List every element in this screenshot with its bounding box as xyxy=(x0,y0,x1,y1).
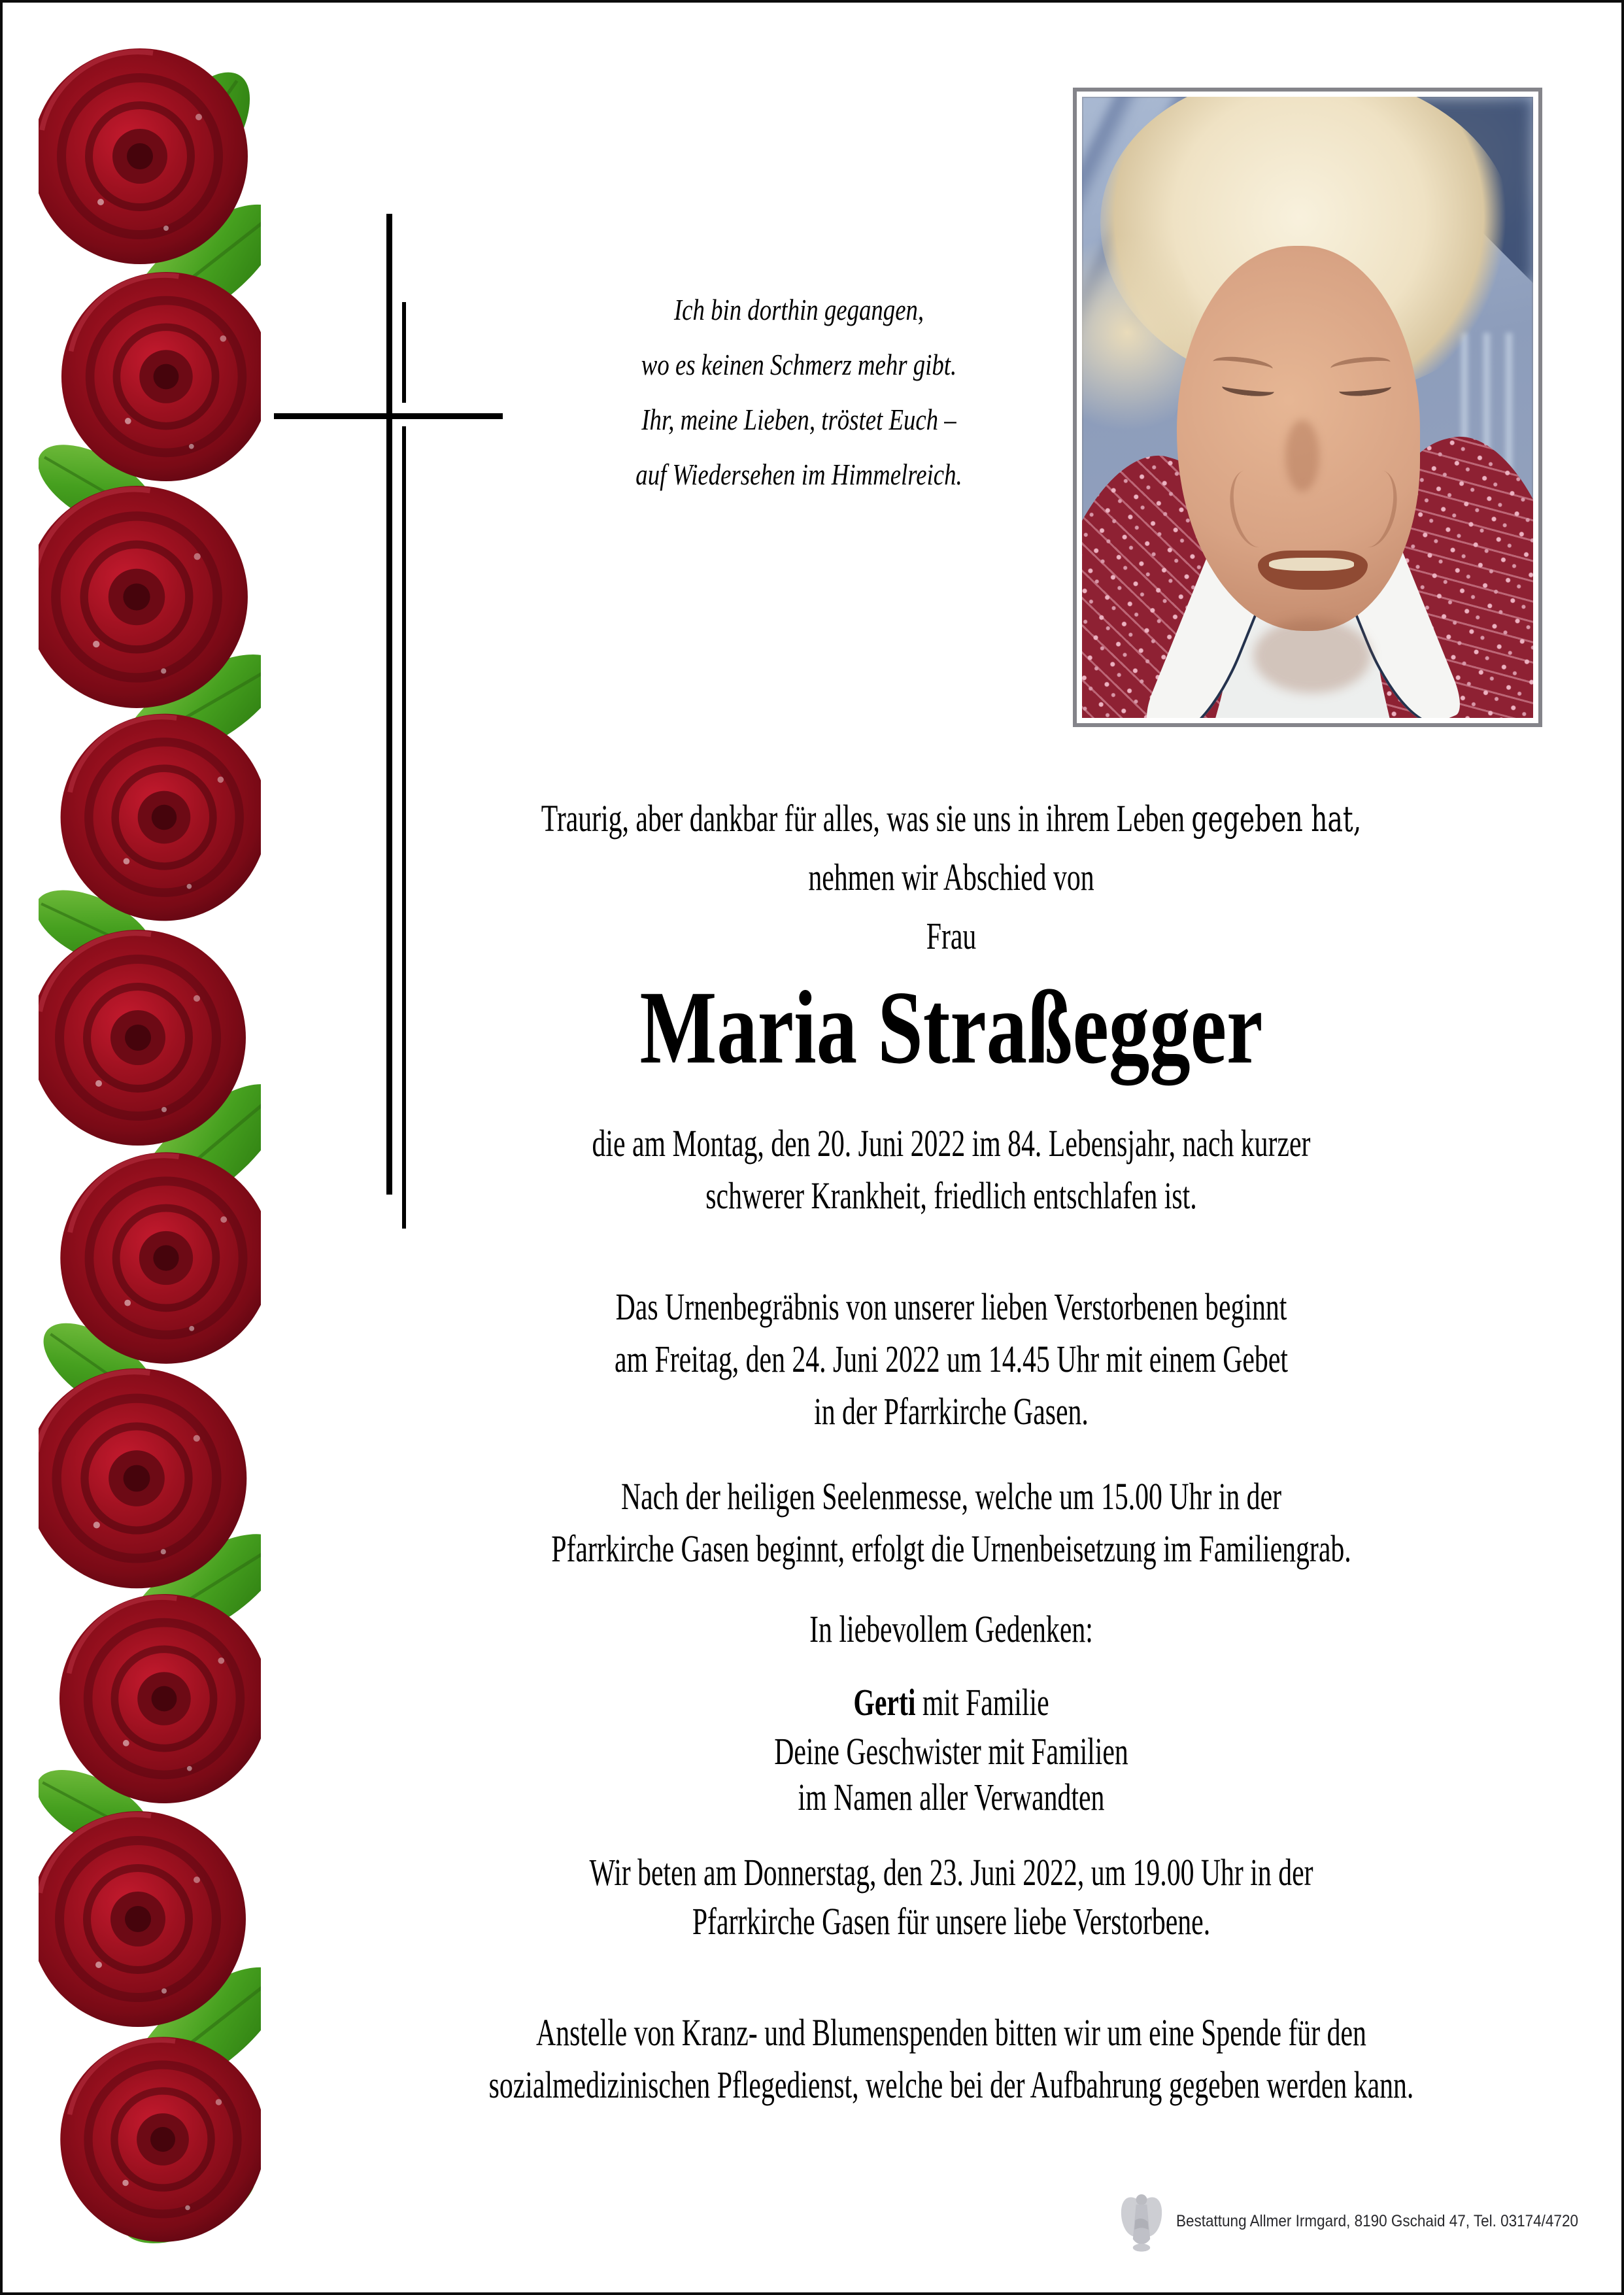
prayer-line-2: Pfarrkirche Gasen für unsere liebe Verstorbene. xyxy=(692,1900,1211,1943)
prayer-line-1: Wir beten am Donnerstag, den 23. Juni 2022, um 19.00 Uhr in der xyxy=(589,1851,1313,1894)
poem-line: auf Wiedersehen im Himmelreich. xyxy=(635,458,962,491)
intro-line-1 xyxy=(471,797,1432,840)
death-line-1: die am Montag, den 20. Juni 2022 im 84. Lebensjahr, nach kurzer xyxy=(592,1122,1311,1164)
cross-thin-vertical-bottom xyxy=(402,426,406,1229)
cross-vertical-bar xyxy=(386,214,392,1195)
poem-line: wo es keinen Schmerz mehr gibt. xyxy=(641,348,957,381)
funeral-home-credit: Bestattung Allmer Irmgard, 8190 Gschaid 47, Tel. 03174/4720 xyxy=(1176,2212,1578,2230)
intro-line-1-suffix: gegeben hat, xyxy=(1191,798,1362,840)
remembrance-heading: In liebevollem Gedenken: xyxy=(809,1608,1093,1650)
mourner-line-3: im Namen aller Verwandten xyxy=(798,1776,1105,1818)
portrait-neck-shadow xyxy=(1253,619,1370,693)
death-line-2: schwerer Krankheit, friedlich entschlafen ist. xyxy=(705,1174,1197,1217)
intro-line-2: nehmen wir Abschied von xyxy=(808,856,1094,898)
portrait-photo xyxy=(1073,88,1542,727)
urn-ceremony-line-2: am Freitag, den 24. Juni 2022 um 14.45 Uhr mit einem Gebet xyxy=(615,1338,1288,1380)
deceased-name: Maria Straßegger xyxy=(639,969,1263,1085)
mass-line-2: Pfarrkirche Gasen beginnt, erfolgt die Urnenbeisetzung im Familiengrab. xyxy=(551,1527,1351,1570)
mourner-name: Gerti xyxy=(853,1681,916,1724)
portrait-nose xyxy=(1285,420,1319,492)
portrait-photo-image xyxy=(1082,97,1533,718)
cross-thin-vertical-top xyxy=(402,302,406,403)
urn-ceremony-line-1: Das Urnenbegräbnis von unserer lieben Verstorbenen beginnt xyxy=(615,1285,1287,1328)
poem-line: Ich bin dorthin gegangen, xyxy=(673,293,924,326)
memorial-poem xyxy=(537,282,1060,502)
intro-line-1-main: Traurig, aber dankbar für alles, was sie uns in ihrem Leben xyxy=(541,797,1192,840)
donation-line-1: Anstelle von Kranz- und Blumenspenden bitten wir um eine Spende für den xyxy=(536,2011,1366,2054)
mourner-line-1 xyxy=(471,1681,1432,1724)
poem-line: Ihr, meine Lieben, tröstet Euch – xyxy=(641,403,956,436)
rose-garland-border xyxy=(39,48,261,2251)
angel-statue-icon xyxy=(1118,2189,1165,2254)
portrait-teeth xyxy=(1269,558,1354,571)
mourner-name-suffix: mit Familie xyxy=(915,1681,1049,1724)
cross-horizontal-bar xyxy=(274,413,503,419)
urn-ceremony-line-3: in der Pfarrkirche Gasen. xyxy=(814,1390,1089,1433)
salutation: Frau xyxy=(926,915,977,957)
donation-line-2: sozialmedizinischen Pflegedienst, welche bei der Aufbahrung gegeben werden kann. xyxy=(488,2064,1414,2106)
mass-line-1: Nach der heiligen Seelenmesse, welche um 15.00 Uhr in der xyxy=(620,1475,1282,1518)
mourner-line-2: Deine Geschwister mit Familien xyxy=(774,1730,1128,1773)
